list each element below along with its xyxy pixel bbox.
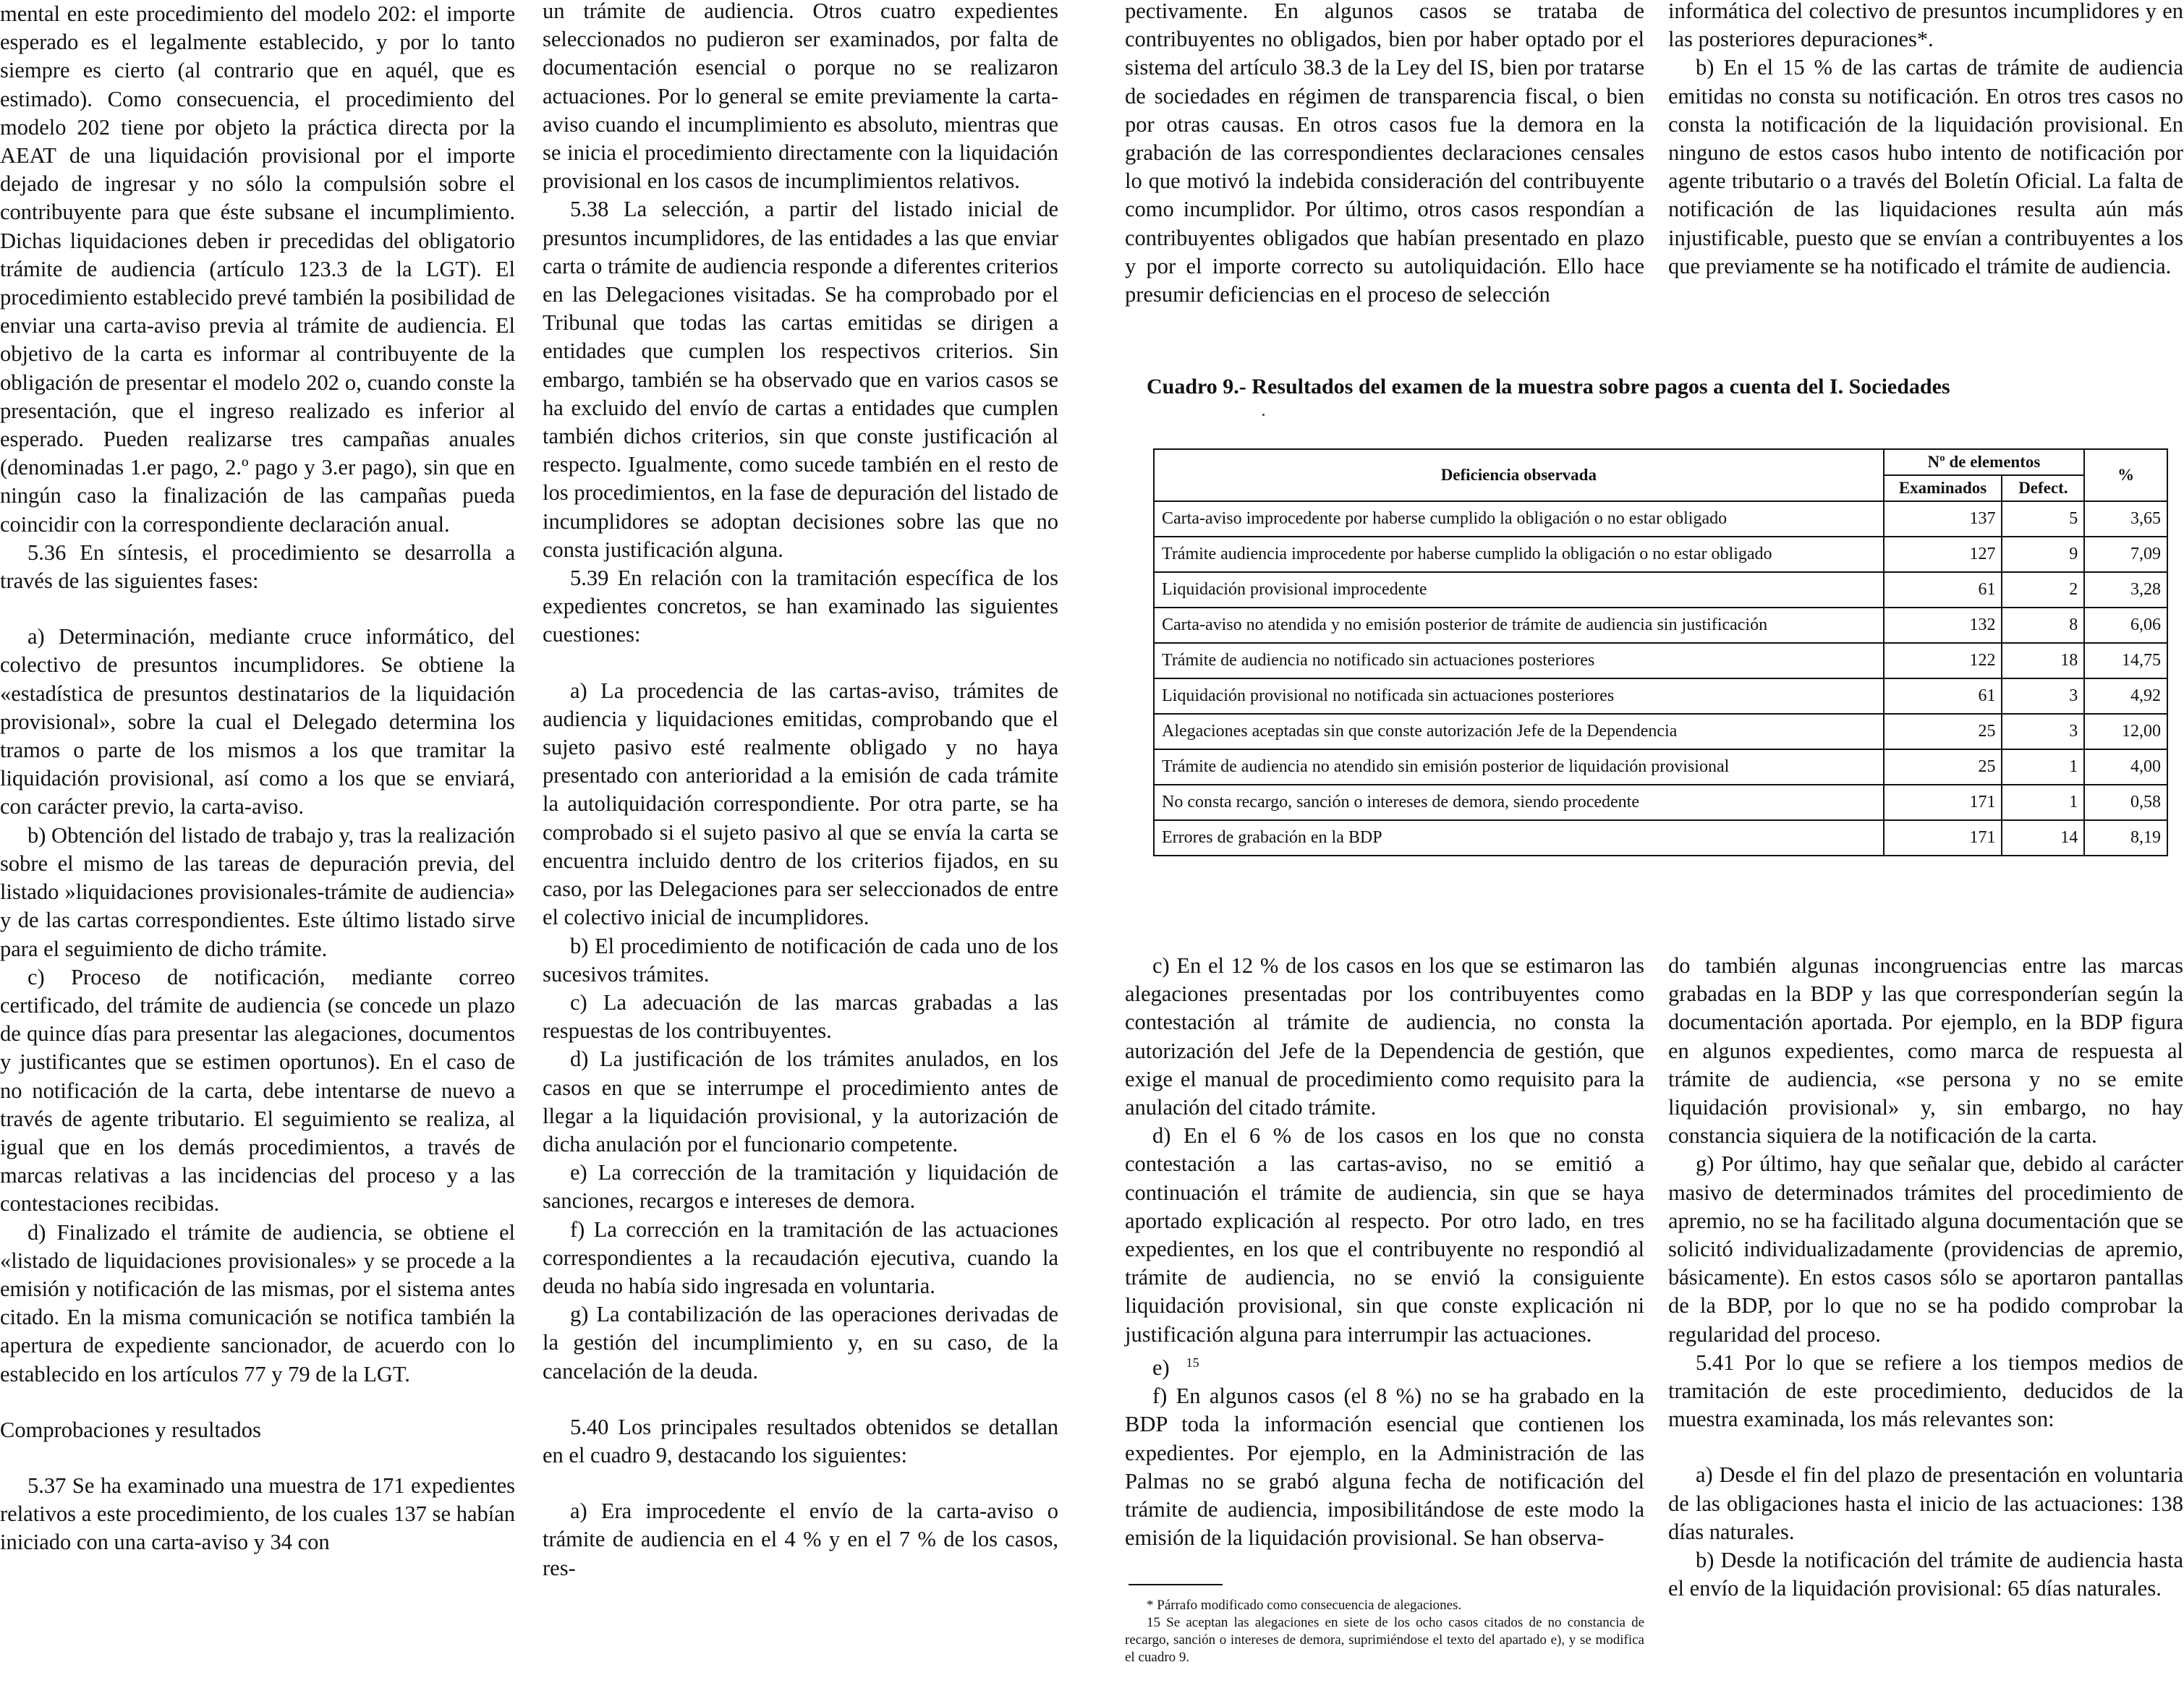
table-row [1154,572,2167,608]
paragraph-5-39: 5.39 En relación con la tramitación específica de los expedientes concretos, se han examinado las siguientes cuestiones: [543,566,1058,647]
table-row [1154,820,2167,856]
cell-desc: Alegaciones aceptadas sin que conste autorización Jefe de la Dependencia [1154,714,1884,749]
list-item-a: a) Era improcedente el envío de la carta-aviso o trámite de audiencia en el 4 % y en el 7 % de los casos, res- [543,1499,1058,1580]
list-item-c: c) Proceso de notificación, mediante correo certificado, del trámite de audiencia (se concede un plazo de quince días para presentar las alegaciones, documentos y justificantes que se estimen oportunos). En el caso de no notificación de la carta, debe intentarse de nuevo a través de agente tributario. El seguimiento se realiza, al igual que en los demás procedimientos, a través de marcas relativas a las incidencias del proceso y a las contestaciones recibidas. [0,964,515,1217]
cell-pct: 4,00 [2084,749,2167,785]
paragraph-5-36: 5.36 En síntesis, el procedimiento se desarrolla a través de las siguientes fases: [0,540,515,594]
list-item-c: c) La adecuación de las marcas grabadas a las respuestas de los contribuyentes. [543,989,1058,1044]
cell-pct: 12,00 [2084,714,2167,749]
cell-desc: Trámite de audiencia no atendido sin emisión posterior de liquidación provisional [1154,749,1884,785]
cell-desc: Carta-aviso improcedente por haberse cumplido la obligación o no estar obligado [1154,501,1884,537]
paragraph: un trámite de audiencia. Otros cuatro expedientes seleccionados no pudieron ser examinados, por falta de documentación esencial o porque no se realizaron actuaciones. Por lo general se emite previamente la carta-aviso cuando el incumplimiento es absoluto, mientras que se inicia el procedimiento directamente con la liquidación provisional en los casos de incumplimientos relativos. [543,0,1058,194]
stray-dot [1262,414,1265,416]
cell-desc: No consta recargo, sanción o intereses de demora, siendo procedente [1154,785,1884,820]
paragraph-5-40: 5.40 Los principales resultados obtenidos se detallan en el cuadro 9, destacando los siguientes: [543,1414,1058,1467]
column-2 [543,0,1058,1582]
list-item-d: d) La justificación de los trámites anulados, en los casos en que se interrumpe el procedimiento antes de llegar a la liquidación provisional, y la autorización de dicha anulación por el funcionario competente. [543,1047,1058,1156]
paragraph: do también algunas incongruencias entre las marcas grabadas en la BDP y las que corresponderían según la documentación aportada. Por ejemplo, en la BDP figura en algunos expedientes, como marca de respuesta al trámite de audiencia, «se persona y no se emite liquidación provisional» y, sin embargo, no hay constancia siquiera de la notificación de la carta. [1668,953,2183,1149]
table-row [1154,785,2167,820]
cell-pct: 4,92 [2084,678,2167,714]
list-item-d: d) Finalizado el trámite de audiencia, se obtiene el «listado de liquidaciones provisionales» y se procede a la emisión y notificación de las mismas, por el sistema antes citado. En la misma comunicación se notifica también la apertura de expediente sancionador, de acuerdo con lo establecido en los artículos 77 y 79 de la LGT. [0,1219,515,1386]
paragraph: informática del colectivo de presuntos incumplidores y en las posteriores depuraciones*. [1668,0,2183,52]
cell-defect: 14 [2002,820,2084,856]
cell-defect: 1 [2002,785,2084,820]
table-row [1154,714,2167,749]
cell-examinados: 61 [1884,572,2002,608]
list-item-g: g) Por último, hay que señalar que, debido al carácter masivo de determinados trámites del procedimiento de apremio, no se ha facilitado alguna documentación que se solicitó individualizadamente (providencias de apremio, básicamente). En estos casos sólo se aportaron pantallas de la BDP, por lo que no se ha podido comprobar la regularidad del proceso. [1668,1151,2183,1347]
column-6 [1668,952,2183,1603]
cell-pct: 3,28 [2084,572,2167,608]
list-item-d: d) En el 6 % de los casos en los que no consta contestación a las cartas-aviso, no se emitió a continuación el trámite de audiencia, sin que se haya aportado explicación al respecto. Por otro lado, en tres expedientes, en los que el contribuyente no respondió al trámite de audiencia, no se envió la consiguiente liquidación provisional, sin que conste explicación ni justificación alguna para interrumpir las actuaciones. [1125,1123,1644,1347]
header-examinados: Examinados [1884,475,2002,501]
cell-pct: 0,58 [2084,785,2167,820]
column-4 [1668,0,2183,281]
column-3 [1125,0,1644,309]
cell-examinados: 61 [1884,678,2002,714]
cell-desc: Liquidación provisional improcedente [1154,572,1884,608]
footnotes [1125,1597,1644,1666]
list-item-g: g) La contabilización de las operaciones derivadas de la gestión del incumplimiento y, en su caso, de la cancelación de la deuda. [543,1302,1058,1384]
cell-examinados: 122 [1884,643,2002,678]
list-item-b: b) Desde la notificación del trámite de audiencia hasta el envío de la liquidación provisional: 65 días naturales. [1668,1548,2183,1601]
header-deficiencia: Deficiencia observada [1154,449,1884,501]
footnote-separator [1129,1584,1223,1585]
list-item-b: b) En el 15 % de las cartas de trámite de audiencia emitidas no consta su notificación. En otros tres casos no consta la notificación de la liquidación provisional. En ninguno de estos casos hubo intento de notificación por agente tributario o a través del Boletín Oficial. La falta de notificación de las liquidaciones resulta aún más injustificable, puesto que se envían a contribuyentes a los que previamente se ha notificado el trámite de audiencia. [1668,55,2183,278]
cell-examinados: 25 [1884,714,2002,749]
paragraph: mental en este procedimiento del modelo 202: el importe esperado es el legalmente establecido, y por lo tanto siempre es cierto (al contrario que en aquél, que es estimado). Como consecuencia, el procedimiento del modelo 202 tiene por objeto la práctica directa por la AEAT de una liquidación provisional por el importe dejado de ingresar y no sólo la compulsión sobre el contribuyente para que éste subsane el incumplimiento. Dichas liquidaciones deben ir precedidas del obligatorio trámite de audiencia (artículo 123.3 de la LGT). El procedimiento establecido prevé también la posibilidad de enviar una carta-aviso previa al trámite de audiencia. El objetivo de la carta es informar al contribuyente de la obligación de presentar el modelo 202 o, cuando conste la presentación, que el ingreso realizado es inferior al esperado. Pueden realizarse tres campañas anuales (denominadas 1.er pago, 2.º pago y 3.er pago), sin que en ningún caso la finalización de las campañas pueda coincidir con la correspondiente declaración anual. [0,1,515,537]
paragraph: pectivamente. En algunos casos se trataba de contribuyentes no obligados, bien por haber optado por el sistema del artículo 38.3 de la Ley del IS, bien por tratarse de sociedades en régimen de transparencia fiscal, o bien por otras causas. En otros casos fue la demora en la grabación de las correspondientes declaraciones censales lo que motivó la indebida consideración del contribuyente como incumplidor. Por último, otros casos respondían a contribuyentes obligados que habían presentado en plazo y por el importe correcto su autoliquidación. Ello hace presumir deficiencias en el proceso de selección [1125,0,1644,307]
cell-defect: 1 [2002,749,2084,785]
cell-desc: Trámite audiencia improcedente por haberse cumplido la obligación o no estar obligado [1154,537,1884,572]
cell-examinados: 171 [1884,785,2002,820]
column-1 [0,0,515,1557]
cell-examinados: 132 [1884,608,2002,643]
paragraph-5-37: 5.37 Se ha examinado una muestra de 171 expedientes relativos a este procedimiento, de los cuales 137 se habían iniciado con una carta-aviso y 34 con [0,1473,515,1555]
cell-desc: Errores de grabación en la BDP [1154,820,1884,856]
footnote-asterisk: * Párrafo modificado como consecuencia de alegaciones. [1147,1598,1462,1613]
column-5 [1125,952,1644,1552]
paragraph-5-38: 5.38 La selección, a partir del listado inicial de presuntos incumplidores, de las entidades a las que enviar carta o trámite de audiencia responde a diferentes criterios en las Delegaciones visitadas. Se ha comprobado por el Tribunal que todas las cartas emitidas se dirigen a entidades que cumplen los respectivos criterios. Sin embargo, también se ha observado que en varios casos se ha excluido del envío de cartas a entidades que cumplen también dichos criterios, sin que conste justificación al respecto. Igualmente, como sucede también en el resto de los procedimientos, en la fase de depuración del listado de incumplidores se adoptan decisiones sobre las que no consta justificación alguna. [543,197,1058,562]
list-item-a: a) Desde el fin del plazo de presentación en voluntaria de las obligaciones hasta el inicio de las actuaciones: 138 días naturales. [1668,1462,2183,1544]
footnote-15: 15 Se aceptan las alegaciones en siete de los ocho casos citados de no constancia de recargo, sanción o intereses de demora, suprimiéndose el texto del apartado e), y se modifica el cuadro 9. [1125,1615,1644,1665]
cell-defect: 18 [2002,643,2084,678]
table-row [1154,537,2167,572]
cell-examinados: 127 [1884,537,2002,572]
cell-defect: 3 [2002,714,2084,749]
cell-pct: 3,65 [2084,501,2167,537]
cell-defect: 9 [2002,537,2084,572]
cell-desc: Carta-aviso no atendida y no emisión posterior de trámite de audiencia sin justificación [1154,608,1884,643]
cell-pct: 6,06 [2084,608,2167,643]
cell-defect: 5 [2002,501,2084,537]
list-item-f: f) La corrección en la tramitación de las actuaciones correspondientes a la recaudación ejecutiva, cuando la deuda no había sido ingresada en voluntaria. [543,1217,1058,1298]
cell-defect: 2 [2002,572,2084,608]
header-defect: Defect. [2002,475,2084,501]
header-elementos: Nº de elementos [1884,449,2085,475]
results-table [1153,448,2168,856]
list-item-b: b) El procedimiento de notificación de cada uno de los sucesivos trámites. [543,933,1058,987]
cell-pct: 8,19 [2084,820,2167,856]
cell-defect: 8 [2002,608,2084,643]
table-title: Cuadro 9.- Resultados del examen de la muestra sobre pagos a cuenta del I. Sociedades [1147,375,1950,399]
list-item-b: b) Obtención del listado de trabajo y, tras la realización sobre el mismo de las tareas de depuración previa, del listado »liquidaciones provisionales-trámite de audiencia» y de las cartas correspondientes. Este último listado sirve para el seguimiento de dicho trámite. [0,822,515,961]
footnote-ref-15: 15 [1186,1355,1199,1370]
list-item-e [1125,1349,1644,1382]
table-row [1154,608,2167,643]
cell-pct: 14,75 [2084,643,2167,678]
list-item-c: c) En el 12 % de los casos en los que se estimaron las alegaciones presentadas por los contribuyentes como contestación al trámite de audiencia, no consta la autorización del Jefe de la Dependencia de gestión, que exige el manual de procedimiento como requisito para la anulación del citado trámite. [1125,953,1644,1120]
list-item-f: f) En algunos casos (el 8 %) no se ha grabado en la BDP toda la información esencial que contienen los expedientes. Por ejemplo, en la Administración de las Palmas no se grabó alguna fecha de notificación del trámite de audiencia, imposibilitándose de este modo la emisión de la liquidación provisional. Se han observa- [1125,1384,1644,1551]
header-pct: % [2084,449,2167,501]
list-item-e: e) La corrección de la tramitación y liquidación de sanciones, recargos e intereses de demora. [543,1160,1058,1214]
cell-pct: 7,09 [2084,537,2167,572]
list-item-a: a) La procedencia de las cartas-aviso, trámites de audiencia y liquidaciones emitidas, comprobando que el sujeto pasivo esté realmente obligado y no haya presentado con anterioridad a la emisión de cada trámite la autoliquidación correspondiente. Por otra parte, se ha comprobado si el sujeto pasivo al que se envía la carta se encuentra incluido dentro de los criterios fijados, en su caso, por las Delegaciones para ser seleccionados de entre el colectivo inicial de incumplidores. [543,678,1058,930]
table-row [1154,501,2167,537]
paragraph-5-41: 5.41 Por lo que se refiere a los tiempos medios de tramitación de este procedimiento, deducidos de la muestra examinada, los más relevantes son: [1668,1350,2183,1432]
cell-defect: 3 [2002,678,2084,714]
cell-examinados: 171 [1884,820,2002,856]
cell-examinados: 25 [1884,749,2002,785]
section-heading: Comprobaciones y resultados [0,1417,261,1442]
list-item-a: a) Determinación, mediante cruce informático, del colectivo de presuntos incumplidores. Se obtiene la «estadística de presuntos destinatarios de la liquidación provisional», sobre la cual el Delegado determina los tramos o parte de los mismos a los que tramitar la liquidación provisional, así como a los que se enviará, con carácter previo, la carta-aviso. [0,624,515,819]
table-row [1154,643,2167,678]
list-item-e-label: e) [1152,1355,1170,1380]
table-row [1154,678,2167,714]
cell-desc: Liquidación provisional no notificada sin actuaciones posteriores [1154,678,1884,714]
cell-desc: Trámite de audiencia no notificado sin actuaciones posteriores [1154,643,1884,678]
table-row [1154,749,2167,785]
cell-examinados: 137 [1884,501,2002,537]
